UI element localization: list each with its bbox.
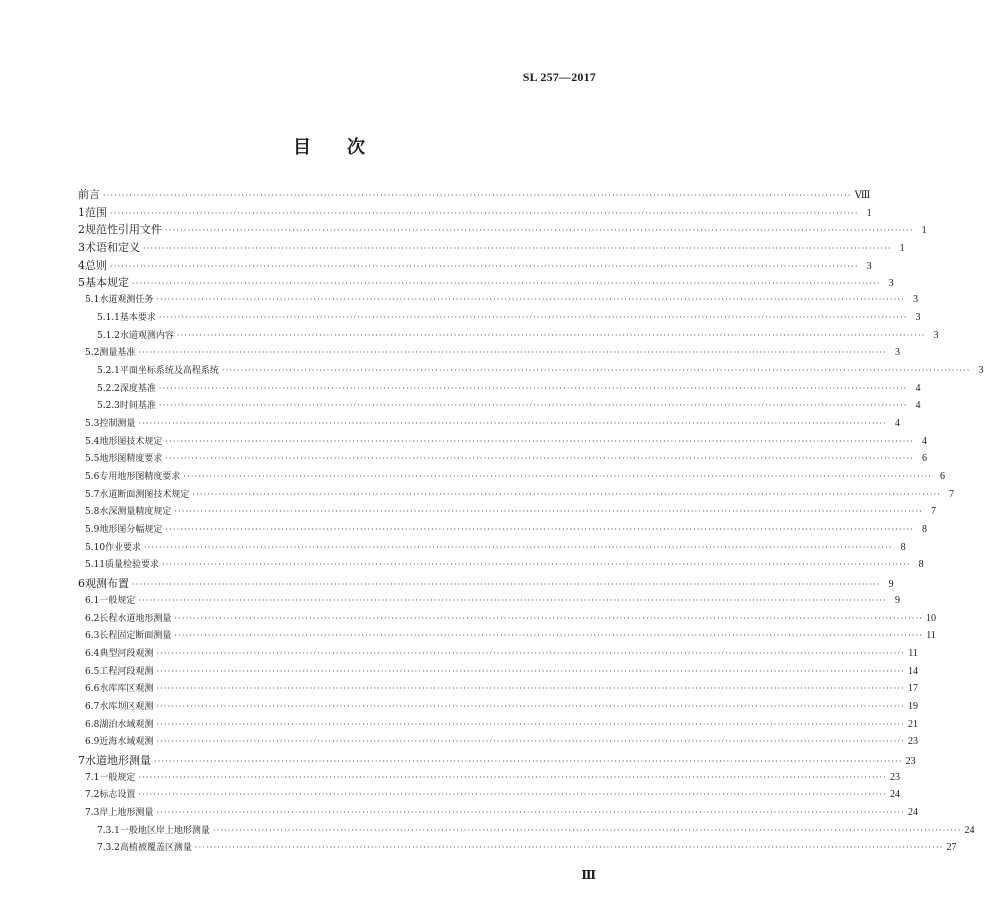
- toc-entry-number: 5.2.2: [97, 383, 120, 394]
- toc-title-char-1: 目: [293, 137, 311, 158]
- toc-entry[interactable]: [78, 522, 927, 540]
- toc-entry-number: 6.4: [85, 648, 100, 659]
- toc-entry-page: 9: [888, 579, 894, 591]
- toc-entry[interactable]: [78, 823, 975, 841]
- toc-entry-number: 6.3: [85, 631, 100, 642]
- toc-entry-number: 6: [78, 577, 85, 591]
- toc-entry[interactable]: [78, 434, 927, 452]
- toc-leader-dots: ········································································································································································································: [156, 808, 905, 818]
- toc-entry-number: 7.3.1: [97, 825, 120, 836]
- toc-entry-title: 岸上地形测量: [99, 808, 154, 819]
- toc-entry-page: 4: [921, 435, 927, 447]
- toc-entry-title: 一般规定: [99, 772, 136, 783]
- toc-entry-page: 3: [915, 311, 921, 323]
- toc-entry-title: 观测布置: [85, 577, 129, 591]
- document-code: SL 257—2017: [522, 70, 596, 84]
- toc-entry-number: 1: [78, 205, 85, 219]
- toc-leader-dots: ········································································································································································································: [138, 418, 887, 428]
- toc-leader-dots: ········································································································································································································: [192, 489, 941, 499]
- toc-entry-title: 前言: [78, 188, 100, 201]
- toc-leader-dots: ········································································································································································································: [156, 701, 905, 711]
- toc-leader-dots: ········································································································································································································: [183, 472, 932, 481]
- toc-entry[interactable]: [78, 363, 984, 381]
- toc-entry-number: 5.9: [85, 525, 100, 536]
- toc-entry-title: 地形图分幅规定: [99, 525, 163, 536]
- toc-entry[interactable]: [78, 274, 894, 292]
- toc-leader-dots: ········································································································································································································: [144, 542, 893, 552]
- toc-entry-number: 5: [78, 276, 85, 290]
- toc-entry-page: 6: [939, 471, 945, 482]
- toc-leader-dots: ········································································································································································································: [154, 757, 903, 766]
- toc-leader-dots: ········································································································································································································: [174, 613, 923, 623]
- toc-title: [0, 133, 658, 159]
- toc-entry-number: 3: [78, 241, 85, 255]
- toc-entry[interactable]: [78, 186, 871, 204]
- toc-entry-page: 3: [866, 260, 872, 272]
- toc-entry-page: 6: [921, 453, 927, 465]
- toc-entry-title: 地形图精度要求: [99, 454, 163, 465]
- toc-entry-page: 24: [907, 807, 918, 819]
- toc-leader-dots: ········································································································································································································: [158, 312, 908, 322]
- toc-entry-number: 6.6: [85, 684, 100, 695]
- toc-leader-dots: ········································································································································································································: [165, 226, 914, 236]
- toc-leader-dots: ········································································································································································································: [138, 348, 887, 358]
- toc-entry-title: 测量基准: [99, 348, 136, 359]
- toc-entry-page: 1: [866, 207, 872, 219]
- toc-entry-page: 9: [894, 594, 900, 606]
- toc-entry[interactable]: [78, 469, 945, 487]
- toc-entry-number: 6.8: [85, 719, 100, 730]
- toc-entry[interactable]: [78, 699, 918, 717]
- toc-entry-title: 基本要求: [119, 312, 156, 323]
- toc-leader-dots: ········································································································································································································: [212, 825, 962, 835]
- toc-entry[interactable]: [78, 292, 918, 310]
- toc-entry-number: 6.5: [85, 666, 100, 677]
- toc-entry-number: 5.2.3: [97, 401, 120, 412]
- toc-entry[interactable]: [78, 540, 906, 558]
- toc-entry-number: 7.1: [85, 772, 100, 783]
- toc-entry-title: 术语和定义: [85, 241, 140, 255]
- toc-leader-dots: ········································································································································································································: [156, 719, 905, 729]
- toc-entry-page: 8: [900, 541, 906, 553]
- toc-entry[interactable]: [78, 381, 921, 399]
- toc-entry-page: 11: [926, 630, 936, 642]
- toc-entry-title: 总则: [85, 258, 107, 272]
- toc-leader-dots: ········································································································································································································: [162, 560, 911, 570]
- toc-entry-title: 基本规定: [85, 276, 129, 290]
- table-of-contents: [78, 186, 984, 858]
- toc-entry-number: 2: [78, 223, 85, 237]
- toc-entry-title: 长程固定断面测量: [99, 631, 172, 642]
- toc-leader-dots: ········································································································································································································: [165, 454, 914, 464]
- toc-entry-number: 5.8: [85, 507, 100, 518]
- toc-entry-number: 5.2: [85, 348, 100, 359]
- toc-entry-number: 5.2.1: [97, 365, 120, 376]
- toc-entry-title: 水库坝区观测: [99, 701, 154, 712]
- toc-entry-page: 3: [978, 364, 984, 376]
- toc-entry-page: Ⅷ: [854, 190, 871, 201]
- toc-entry[interactable]: [78, 416, 900, 434]
- toc-entry-number: 5.1: [85, 295, 100, 306]
- toc-entry[interactable]: [78, 557, 924, 575]
- toc-entry-page: 21: [907, 718, 918, 730]
- toc-entry-title: 高植被覆盖区测量: [119, 843, 192, 854]
- toc-entry-number: 7.2: [85, 790, 100, 801]
- toc-entry-title: 一般规定: [99, 595, 136, 606]
- toc-entry-number: 6.1: [85, 595, 100, 606]
- toc-entry-page: 3: [888, 278, 894, 290]
- toc-entry[interactable]: [78, 805, 918, 823]
- toc-entry-page: 27: [946, 842, 957, 854]
- toc-entry[interactable]: [78, 257, 872, 275]
- toc-entry-title: 水道地形测量: [85, 754, 151, 767]
- toc-entry-title: 质量检验要求: [105, 560, 160, 571]
- toc-entry-page: 7: [930, 506, 936, 518]
- toc-entry[interactable]: [78, 840, 957, 858]
- toc-entry[interactable]: [78, 664, 918, 682]
- toc-entry-title: 控制测量: [99, 418, 136, 429]
- toc-entry[interactable]: [78, 593, 900, 611]
- toc-leader-dots: ········································································································································································································: [221, 365, 971, 375]
- toc-entry[interactable]: [78, 504, 936, 522]
- toc-leader-dots: ········································································································································································································: [110, 208, 859, 218]
- toc-entry-number: 7.3: [85, 808, 100, 819]
- toc-entry-number: 7: [78, 754, 85, 767]
- toc-entry-number: 5.4: [85, 436, 100, 447]
- toc-entry-page: 4: [915, 400, 921, 412]
- toc-leader-dots: ········································································································································································································: [138, 790, 887, 800]
- toc-entry-page: 24: [889, 789, 900, 801]
- toc-entry[interactable]: [78, 681, 918, 699]
- toc-entry[interactable]: [78, 204, 872, 222]
- toc-entry-number: 7.3.2: [97, 843, 120, 854]
- toc-entry-title: 水深测量精度规定: [99, 507, 172, 518]
- toc-leader-dots: ········································································································································································································: [138, 595, 887, 605]
- toc-entry[interactable]: [78, 628, 936, 646]
- toc-entry-number: 6.2: [85, 613, 100, 624]
- toc-entry-number: 4: [78, 258, 85, 272]
- toc-entry-title: 湖泊水域观测: [99, 719, 154, 730]
- toc-leader-dots: ········································································································································································································: [176, 330, 926, 340]
- toc-entry-page: 1: [921, 225, 927, 237]
- toc-entry-title: 标志设置: [99, 790, 136, 801]
- toc-entry-title: 长程水道地形测量: [99, 613, 172, 624]
- toc-entry-title: 水道观测任务: [99, 295, 154, 306]
- toc-entry-page: 8: [918, 559, 924, 571]
- toc-entry-page: 17: [907, 683, 918, 695]
- toc-entry-number: 5.11: [85, 560, 106, 571]
- toc-leader-dots: ········································································································································································································: [156, 648, 905, 658]
- toc-leader-dots: ········································································································································································································: [174, 631, 923, 641]
- toc-entry-title: 地形图技术规定: [99, 436, 163, 447]
- toc-entry-title: 范围: [85, 205, 107, 219]
- toc-entry-title: 作业要求: [105, 542, 142, 553]
- toc-entry-page: 1: [899, 243, 905, 255]
- toc-leader-dots: ········································································································································································································: [103, 191, 852, 200]
- toc-leader-dots: ········································································································································································································: [158, 383, 908, 393]
- toc-entry-title: 典型河段观测: [99, 648, 154, 659]
- toc-entry[interactable]: [78, 752, 916, 770]
- toc-entry[interactable]: [78, 310, 921, 328]
- toc-leader-dots: ········································································································································································································: [138, 772, 887, 782]
- toc-entry-page: 19: [907, 700, 918, 712]
- toc-entry-page: 8: [921, 524, 927, 536]
- toc-entry-title: 深度基准: [119, 383, 156, 394]
- toc-leader-dots: ········································································································································································································: [132, 279, 881, 289]
- toc-entry[interactable]: [78, 575, 894, 593]
- toc-entry-title: 一般地区岸上地形测量: [119, 825, 210, 836]
- toc-entry-number: 5.6: [85, 472, 100, 482]
- toc-entry-page: 14: [907, 665, 918, 677]
- toc-entry-title: 近海水域观测: [99, 737, 154, 748]
- toc-leader-dots: ········································································································································································································: [110, 261, 859, 271]
- toc-leader-dots: ········································································································································································································: [156, 684, 905, 694]
- toc-entry-page: 11: [908, 647, 918, 659]
- toc-entry-title: 工程河段观测: [99, 666, 154, 677]
- toc-entry-title: 规范性引用文件: [85, 223, 162, 237]
- toc-entry[interactable]: [78, 770, 900, 788]
- toc-leader-dots: ········································································································································································································: [165, 525, 914, 535]
- toc-entry-title: 时间基准: [119, 401, 156, 412]
- toc-entry[interactable]: [78, 398, 921, 416]
- toc-leader-dots: ········································································································································································································: [132, 580, 881, 590]
- toc-entry-page: 10: [925, 612, 936, 624]
- page-number: Ⅲ: [581, 868, 596, 882]
- toc-title-char-2: 次: [347, 137, 365, 158]
- toc-leader-dots: ········································································································································································································: [194, 843, 944, 853]
- toc-entry[interactable]: [78, 221, 927, 239]
- toc-entry-title: 水库库区观测: [99, 684, 154, 695]
- toc-entry-title: 水道断面测图技术规定: [99, 489, 190, 500]
- toc-entry-page: 3: [894, 347, 900, 359]
- toc-leader-dots: ········································································································································································································: [174, 507, 923, 517]
- toc-entry-page: 23: [905, 756, 916, 767]
- toc-entry-page: 4: [915, 382, 921, 394]
- toc-entry-number: 5.10: [85, 542, 106, 553]
- toc-leader-dots: ········································································································································································································: [156, 295, 905, 305]
- toc-entry-title: 专用地形图精度要求: [99, 472, 181, 482]
- toc-entry-page: 7: [948, 488, 954, 500]
- toc-entry-number: 5.3: [85, 418, 100, 429]
- toc-entry[interactable]: [78, 611, 936, 629]
- toc-entry-page: 23: [907, 736, 918, 748]
- toc-entry-number: 5.1.1: [97, 312, 120, 323]
- toc-entry[interactable]: [78, 239, 905, 257]
- toc-entry-page: 24: [964, 824, 975, 836]
- toc-leader-dots: ········································································································································································································: [143, 244, 892, 254]
- toc-entry-page: 3: [912, 294, 918, 306]
- toc-entry[interactable]: [78, 646, 918, 664]
- toc-leader-dots: ········································································································································································································: [165, 436, 914, 446]
- toc-leader-dots: ········································································································································································································: [156, 666, 905, 676]
- toc-entry[interactable]: [78, 328, 939, 346]
- toc-entry-number: 5.1.2: [97, 330, 120, 341]
- toc-entry[interactable]: [78, 487, 954, 505]
- toc-entry-number: 6.9: [85, 737, 100, 748]
- toc-leader-dots: ········································································································································································································: [156, 737, 905, 747]
- toc-entry[interactable]: [78, 451, 927, 469]
- toc-entry[interactable]: [78, 734, 918, 752]
- toc-entry-page: 23: [889, 771, 900, 783]
- toc-entry-number: 6.7: [85, 701, 100, 712]
- toc-entry[interactable]: [78, 787, 900, 805]
- toc-entry-title: 平面坐标系统及高程系统: [119, 365, 219, 376]
- toc-entry-page: 4: [894, 417, 900, 429]
- toc-entry-number: 5.7: [85, 489, 100, 500]
- toc-entry[interactable]: [78, 345, 900, 363]
- toc-entry[interactable]: [78, 717, 918, 735]
- toc-entry-page: 3: [933, 329, 939, 341]
- toc-entry-title: 水道观测内容: [119, 330, 174, 341]
- toc-leader-dots: ········································································································································································································: [158, 401, 908, 411]
- toc-entry-number: 5.5: [85, 454, 100, 465]
